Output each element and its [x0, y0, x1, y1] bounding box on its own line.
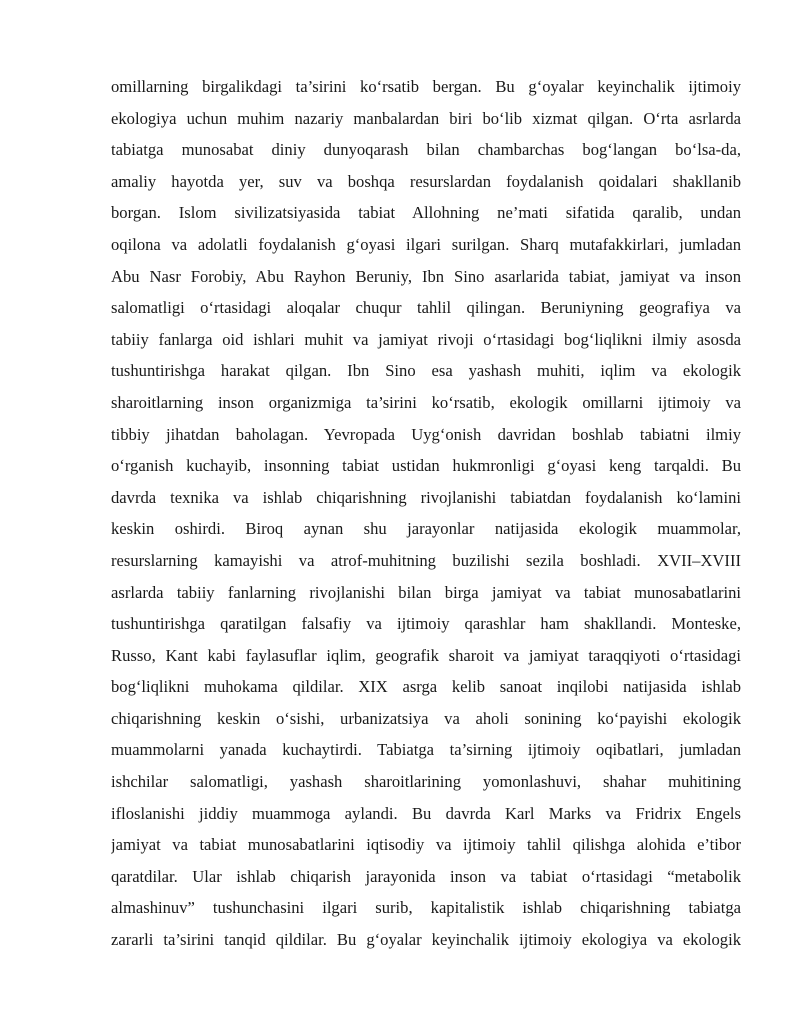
text-line: bog‘liqlikni muhokama qildilar. XIX asrga kelib sanoat inqilobi natijasida ishlab	[111, 677, 741, 697]
body-paragraph	[111, 71, 741, 956]
text-line: omillarning birgalikdagi ta’sirini ko‘rsatib bergan. Bu g‘oyalar keyinchalik ijtimoiy	[111, 77, 741, 96]
text-line: salomatligi o‘rtasidagi aloqalar chuqur tahlil qilingan. Beruniyning geografiya va	[111, 298, 741, 318]
text-line: davrda texnika va ishlab chiqarishning rivojlanishi tabiatdan foydalanish ko‘lamini	[111, 487, 741, 507]
text-line: ifloslanishi jiddiy muammoga aylandi. Bu davrda Karl Marks va Fridrix Engels	[111, 803, 741, 823]
text-line: tushuntirishga harakat qilgan. Ibn Sino esa yashash muhiti, iqlim va ekologik	[111, 361, 741, 381]
text-line: Abu Nasr Forobiy, Abu Rayhon Beruniy, Ibn Sino asarlarida tabiat, jamiyat va inson	[111, 266, 741, 286]
text-line: resurslarning kamayishi va atrof-muhitning buzilishi sezila boshladi. XVII–XVIII	[111, 550, 741, 570]
text-line: o‘rganish kuchayib, insonning tabiat ustidan hukmronligi g‘oyasi keng tarqaldi. Bu	[111, 456, 741, 476]
text-line: ekologiya uchun muhim nazariy manbalardan biri bo‘lib xizmat qilgan. O‘rta asrlarda	[111, 108, 741, 128]
text-line: Russo, Kant kabi faylasuflar iqlim, geografik sharoit va jamiyat taraqqiyoti o‘rtasidagi	[111, 645, 741, 665]
text-line: muammolarni yanada kuchaytirdi. Tabiatga ta’sirning ijtimoiy oqibatlari, jumladan	[111, 740, 741, 760]
text-line: tushuntirishga qaratilgan falsafiy va ijtimoiy qarashlar ham shakllandi. Monteske,	[111, 614, 741, 634]
text-line: jamiyat va tabiat munosabatlarini iqtisodiy va ijtimoiy tahlil qilishga alohida e’tibor	[111, 835, 741, 855]
text-line: asrlarda tabiiy fanlarning rivojlanishi bilan birga jamiyat va tabiat munosabatlarini	[111, 582, 741, 602]
text-line: almashinuv” tushunchasini ilgari surib, kapitalistik ishlab chiqarishning tabiatga	[111, 898, 741, 918]
text-line: tabiatga munosabat diniy dunyoqarash bilan chambarchas bog‘langan bo‘lsa-da,	[111, 140, 741, 160]
text-line: keskin oshirdi. Biroq aynan shu jarayonlar natijasida ekologik muammolar,	[111, 519, 741, 539]
text-line: oqilona va adolatli foydalanish g‘oyasi ilgari surilgan. Sharq mutafakkirlari, jumladan	[111, 234, 741, 254]
text-line: qaratdilar. Ular ishlab chiqarish jarayonida inson va tabiat o‘rtasidagi “metabolik	[111, 866, 741, 886]
text-line: borgan. Islom sivilizatsiyasida tabiat Allohning ne’mati sifatida qaralib, undan	[111, 203, 741, 223]
text-line: ishchilar salomatligi, yashash sharoitlarining yomonlashuvi, shahar muhitining	[111, 772, 741, 792]
text-line: zararli ta’sirini tanqid qildilar. Bu g‘oyalar keyinchalik ijtimoiy ekologiya va ekologik	[111, 930, 741, 950]
text-line: chiqarishning keskin o‘sishi, urbanizatsiya va aholi sonining ko‘payishi ekologik	[111, 708, 741, 728]
text-line: tabiiy fanlarga oid ishlari muhit va jamiyat rivoji o‘rtasidagi bog‘liqlikni ilmiy asosda	[111, 329, 741, 349]
text-line: sharoitlarning inson organizmiga ta’sirini ko‘rsatib, ekologik omillarni ijtimoiy va	[111, 392, 741, 412]
text-line: amaliy hayotda yer, suv va boshqa resurslardan foydalanish qoidalari shakllanib	[111, 171, 741, 191]
text-line: tibbiy jihatdan baholagan. Yevropada Uyg‘onish davridan boshlab tabiatni ilmiy	[111, 424, 741, 444]
